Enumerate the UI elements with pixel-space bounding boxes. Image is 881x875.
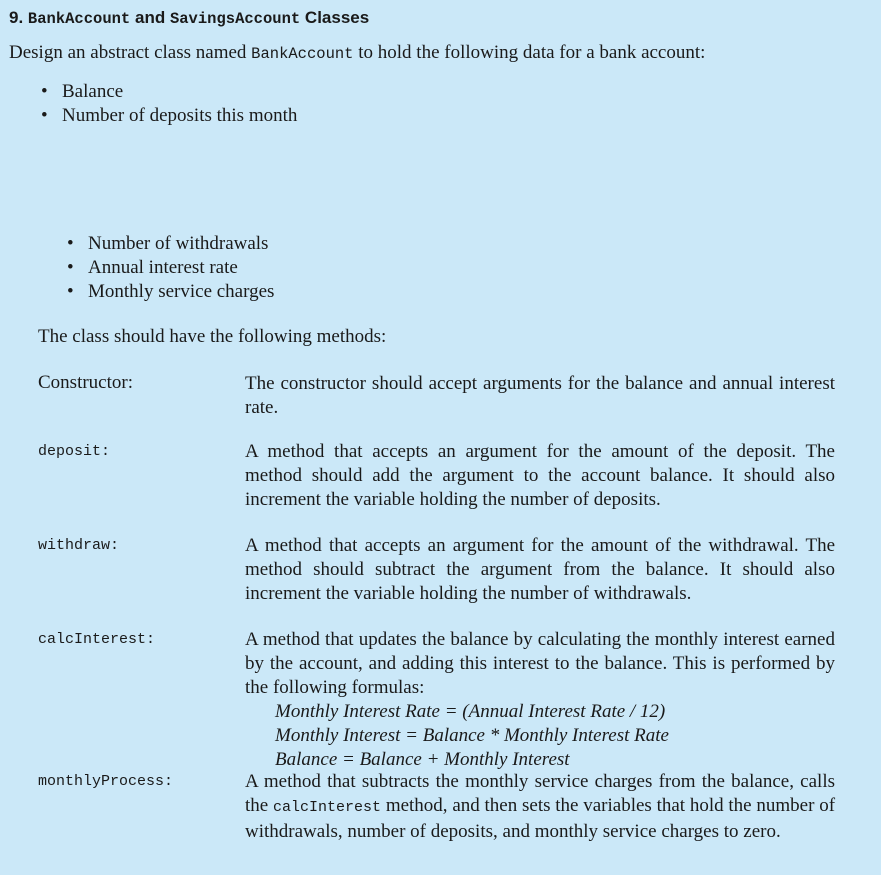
data-list-b xyxy=(62,232,274,304)
method-description-text: method, and then sets the variables that hold the number of withdrawals, number of deposits, and monthly service charges to zero. xyxy=(245,795,836,842)
method-description: A method that accepts an argument for the amount of the withdrawal. The method should subtract the argument from the balance. It should also increment the variable holding the number of withdrawals. xyxy=(245,535,835,604)
method-term: calcInterest: xyxy=(38,631,156,648)
method-description: A method that accepts an argument for the amount of the deposit. The method should add the argument to the account balance. It should also increment the variable holding the number of deposits. xyxy=(245,441,835,510)
list-item xyxy=(62,280,274,304)
bullet-icon: • xyxy=(41,81,48,102)
intro-before: Design an abstract class named xyxy=(9,42,247,63)
exercise-title xyxy=(9,8,369,28)
method-term: deposit: xyxy=(38,443,111,460)
formula-block xyxy=(245,700,835,772)
exercise-number: 9. xyxy=(9,8,24,27)
method-term: monthlyProcess: xyxy=(38,773,174,790)
title-and: and xyxy=(134,8,166,27)
method-description-text: A method that subtracts the monthly service charges from the balance, calls the xyxy=(245,771,835,816)
intro-paragraph xyxy=(9,42,705,64)
intro-after: to hold the following data for a bank account: xyxy=(358,42,706,63)
list-item-text: Balance xyxy=(62,81,124,102)
method-description xyxy=(245,628,835,772)
list-item-text: Annual interest rate xyxy=(88,257,238,278)
list-item-text: Number of withdrawals xyxy=(88,233,269,254)
intro-classname: BankAccount xyxy=(251,45,354,63)
method-description-text: A method that updates the balance by calculating the monthly interest earned by the account, and adding this interest to the balance. This is performed by the following formulas: xyxy=(245,629,835,698)
data-list-a xyxy=(36,80,297,128)
inline-code: calcInterest xyxy=(273,799,382,816)
class-name-savingsaccount: SavingsAccount xyxy=(169,10,301,28)
list-item xyxy=(62,256,274,280)
bullet-icon: • xyxy=(67,233,74,254)
method-description: The constructor should accept arguments for the balance and annual interest rate. xyxy=(245,373,835,418)
bullet-icon: • xyxy=(67,257,74,278)
class-name-bankaccount: BankAccount xyxy=(27,10,131,28)
formula-line: Monthly Interest Rate = (Annual Interest Rate / 12) xyxy=(275,701,666,722)
method-description xyxy=(245,770,835,844)
list-item-text: Monthly service charges xyxy=(88,281,275,302)
title-suffix: Classes xyxy=(304,8,370,27)
list-item xyxy=(36,80,297,104)
bullet-icon: • xyxy=(41,105,48,126)
list-item xyxy=(62,232,274,256)
formula-line: Monthly Interest = Balance * Monthly Interest Rate xyxy=(275,725,669,746)
method-term: withdraw: xyxy=(38,537,120,554)
methods-intro: The class should have the following methods: xyxy=(38,326,387,347)
method-term: Constructor: xyxy=(38,372,133,393)
list-item-text: Number of deposits this month xyxy=(62,105,298,126)
formula-line: Balance = Balance + Monthly Interest xyxy=(275,749,570,770)
bullet-icon: • xyxy=(67,281,74,302)
list-item xyxy=(36,104,297,128)
